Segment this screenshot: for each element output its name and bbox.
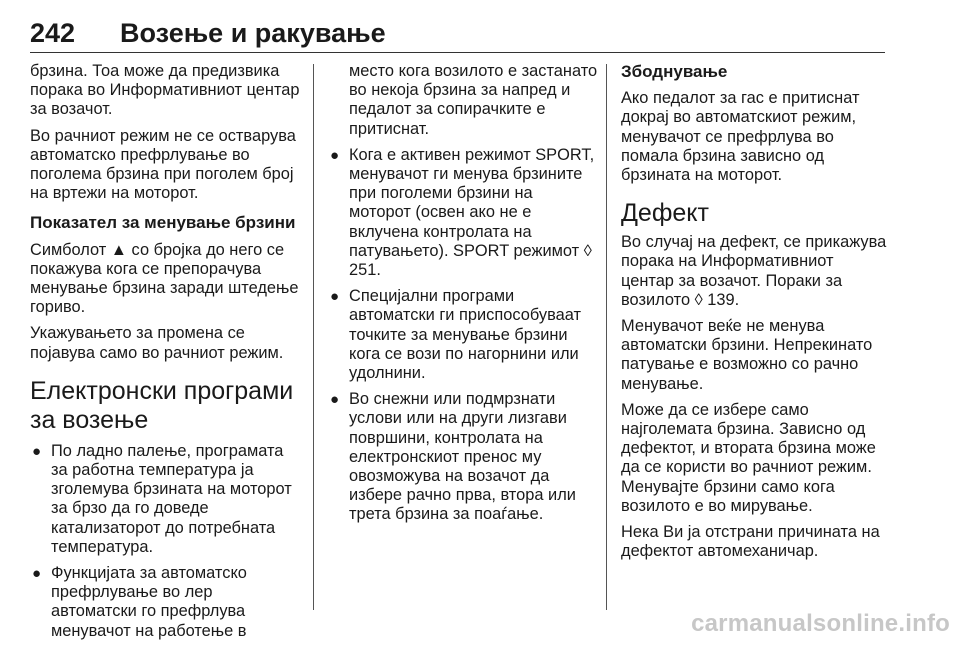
paragraph: Во рачниот режим не се остварува автоматско префрлување во поголема брзина при поголем број на вртежи на моторот. xyxy=(30,126,296,203)
column-divider xyxy=(313,64,314,610)
list-item: ● Во снежни или подмрзнати услови или на други лизгави површини, контролата на електронскиот пренос му овозможува на возачот да избере рачно прва, втора или трета брзина за поаѓање. xyxy=(330,390,576,524)
section-heading-electronic-programs: Електронски програми за возење xyxy=(30,376,294,434)
section-heading-kickdown: Збоднување xyxy=(621,62,728,81)
bullet-icon: ● xyxy=(330,391,340,409)
section-heading-shift-indicator: Показател за менување брзини xyxy=(30,213,296,233)
column-1 xyxy=(30,62,300,648)
page-number: 242 xyxy=(30,18,76,48)
watermark: carmanualsonline.info xyxy=(691,610,950,637)
list-item: ● По ладно палење, програмата за работна температура ја зголемува брзината на моторот за брзо да го доведе катализаторот до потребната температура. xyxy=(32,441,292,556)
column-2 xyxy=(328,62,598,532)
column-divider xyxy=(606,64,607,610)
paragraph: Симболот ▲ со бројка до него се покажува кога се препорачува менување брзина заради штедење гориво. xyxy=(30,240,299,317)
column-3 xyxy=(621,62,891,568)
paragraph: Во случај на дефект, се прикажува порака на Информативниот центар за возачот. Пораки за возилото ◊ 139. xyxy=(621,233,887,309)
list-item: ● Кога е активен режимот SPORT, менувачот ги менува брзините при поголеми брзини на моторот (освен ако не е вклучена контролата на патувањето). SPORT режимот ◊ 251. xyxy=(330,145,595,280)
list-item: ● Специјални програми автоматски ги приспособуваат точките за менување брзини кога се вози по нагорнини или удолнини. xyxy=(330,287,581,383)
list-item-continued: место кога возилото е застанато во некоја брзина за напред и педалот за сопирачките е притиснат. xyxy=(349,62,598,138)
bullet-icon: ● xyxy=(32,442,42,460)
bullet-icon: ● xyxy=(32,565,42,583)
bullet-icon: ● xyxy=(330,146,340,164)
paragraph: Може да се избере само најголемата брзина. Зависно од дефектот, и втората брзина може да се користи во рачниот режим. Менувајте брзини само кога возилото е во мирување. xyxy=(621,400,876,515)
bullet-list xyxy=(30,442,300,641)
paragraph: Ако педалот за гас е притиснат докрај во автоматскиот режим, менувачот се префрлува во помала брзина зависно од брзината на моторот. xyxy=(621,89,860,185)
list-item: ● Функцијата за автоматско префрлување во лер автоматски го префрлува менувачот на работење в xyxy=(32,564,247,640)
section-heading-fault: Дефект xyxy=(621,199,709,228)
page-title: Возење и ракување xyxy=(120,18,386,48)
bullet-icon: ● xyxy=(330,288,340,306)
paragraph: Укажувањето за промена се појавува само во рачниот режим. xyxy=(30,324,284,362)
paragraph: брзина. Тоа може да предизвика порака во Информативниот центар за возачот. xyxy=(30,62,300,119)
page-header xyxy=(30,14,885,53)
paragraph: Менувачот веќе не менува автоматски брзини. Непрекинато патување е возможно со рачно менување. xyxy=(621,317,873,393)
paragraph: Нека Ви ја отстрани причината на дефектот автомеханичар. xyxy=(621,523,880,561)
bullet-list xyxy=(328,62,598,525)
